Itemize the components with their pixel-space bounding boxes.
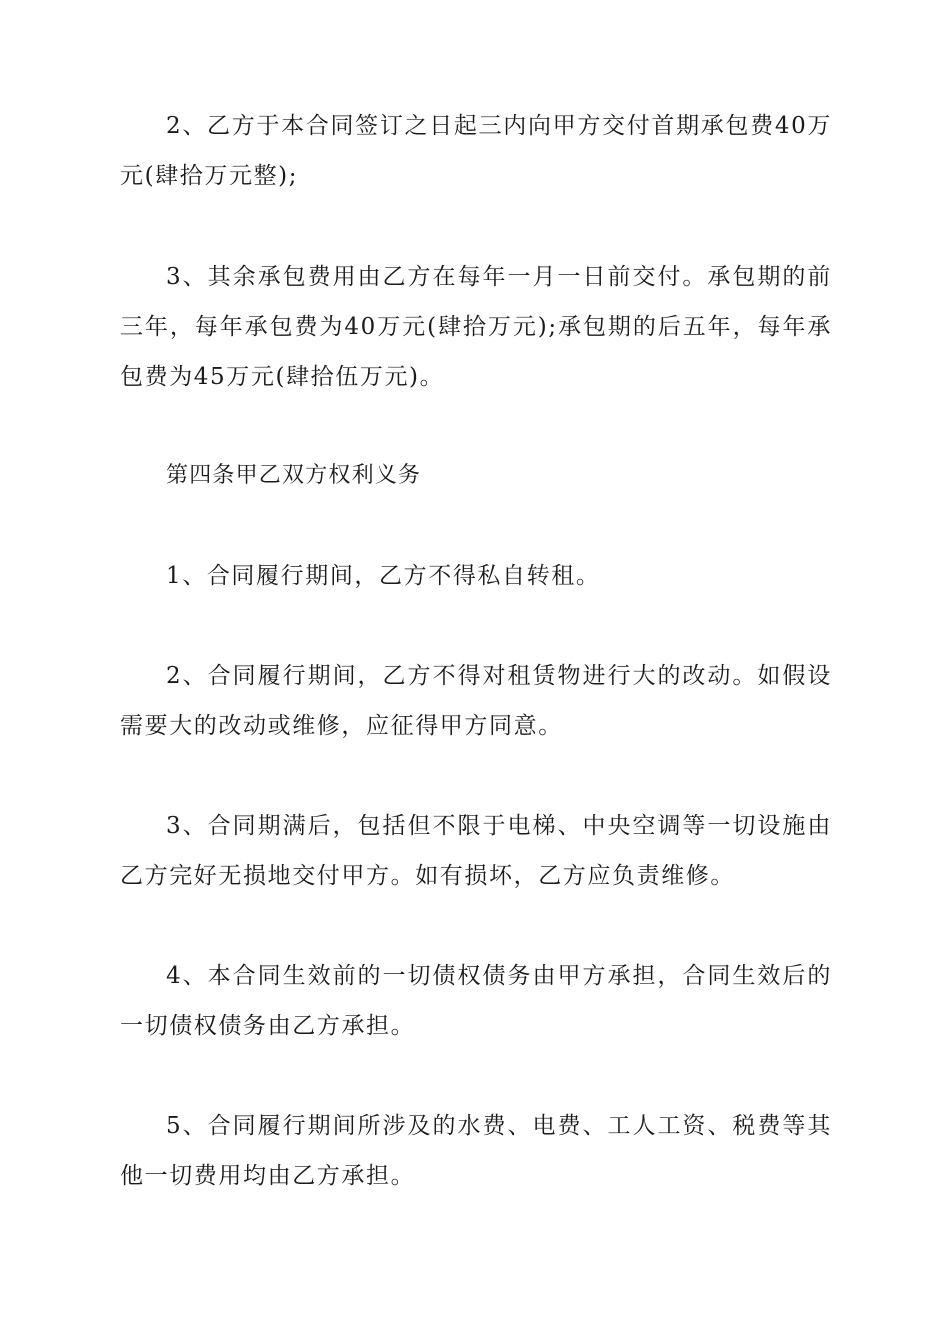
clause-paragraph: 4、本合同生效前的一切债权债务由甲方承担，合同生效后的一切债权债务由乙方承担。 <box>120 963 832 1039</box>
section-heading: 第四条甲乙双方权利义务 <box>166 463 422 488</box>
clause-paragraph: 3、其余承包费用由乙方在每年一月一日前交付。承包期的前三年，每年承包费为40万元(肆拾万元);承包期的后五年，每年承包费为45万元(肆拾伍万元)。 <box>120 264 832 390</box>
clause-paragraph: 5、合同履行期间所涉及的水费、电费、工人工资、税费等其他一切费用均由乙方承担。 <box>120 1113 832 1189</box>
clause-paragraph: 2、合同履行期间，乙方不得对租赁物进行大的改动。如假设需要大的改动或维修，应征得甲方同意。 <box>120 663 832 739</box>
clause-paragraph: 1、合同履行期间，乙方不得私自转租。 <box>166 563 601 589</box>
clause-paragraph: 2、乙方于本合同签订之日起三内向甲方交付首期承包费40万元(肆拾万元整); <box>120 113 832 189</box>
clause-paragraph: 3、合同期满后，包括但不限于电梯、中央空调等一切设施由乙方完好无损地交付甲方。如有损坏，乙方应负责维修。 <box>120 813 832 889</box>
